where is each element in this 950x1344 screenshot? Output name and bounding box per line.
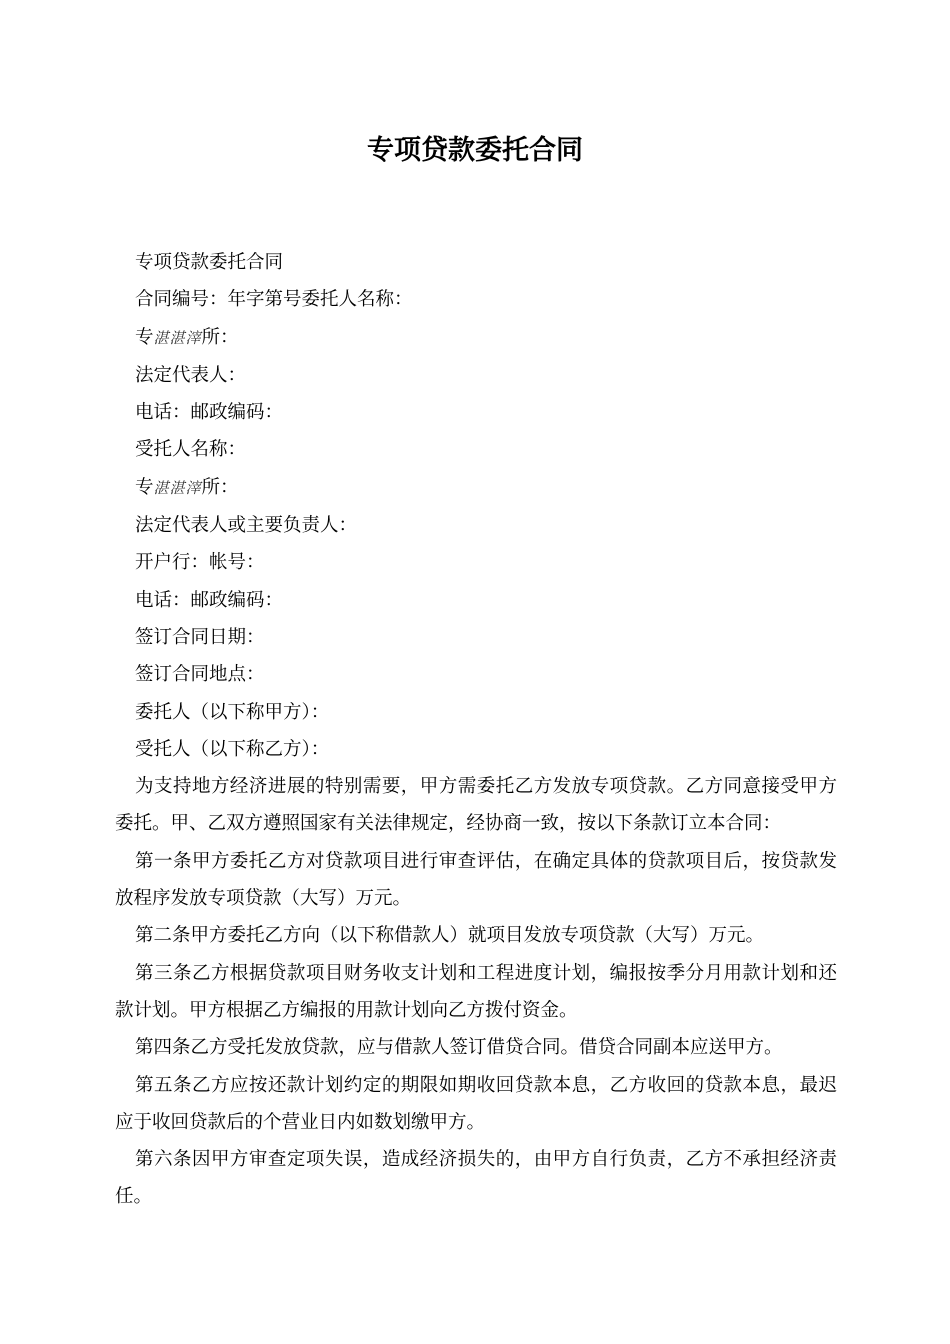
legal-representative-line: 法定代表人： <box>135 364 247 386</box>
garbled-text: 湛湛滓 <box>153 478 202 497</box>
signing-date-line: 签订合同日期： <box>135 626 265 648</box>
article-5-paragraph: 第五条乙方应按还款计划约定的期限如期收回贷款本息，乙方收回的贷款本息，最迟应于收回贷款后的个营业日内如数划缴甲方。 <box>115 1074 837 1133</box>
document-body <box>115 244 837 1216</box>
address-prefix: 专 <box>135 326 154 348</box>
trustee-name-line: 受托人名称： <box>135 439 247 461</box>
address-prefix: 专 <box>135 476 154 498</box>
phone-postcode-line: 电话：邮政编码： <box>135 402 284 424</box>
document-title: 专项贷款委托合同 <box>367 135 583 166</box>
trustee-representative-line: 法定代表人或主要负责人： <box>135 515 358 537</box>
party-a-line: 委托人（以下称甲方）： <box>135 701 330 723</box>
party-b-line: 受托人（以下称乙方）： <box>135 738 330 760</box>
article-6-paragraph: 第六条因甲方审查定项失误，造成经济损失的，由甲方自行负责，乙方不承担经济责任。 <box>115 1149 837 1208</box>
principal-address-line <box>115 319 837 357</box>
article-1-paragraph: 第一条甲方委托乙方对贷款项目进行审查评估，在确定具体的贷款项目后，按贷款发放程序发放专项贷款（大写）万元。 <box>115 850 837 910</box>
address-suffix: 所： <box>201 326 239 348</box>
subtitle-line: 专项贷款委托合同 <box>135 252 284 273</box>
contract-number-line: 合同编号：年字第号委托人名称： <box>135 289 413 311</box>
preamble-paragraph: 为支持地方经济进展的特别需要，甲方需委托乙方发放专项贷款。乙方同意接受甲方委托。甲、乙双方遵照国家有关法律规定，经协商一致，按以下条款订立本合同： <box>115 776 837 835</box>
trustee-address-line <box>115 469 837 507</box>
garbled-text: 湛湛滓 <box>153 328 202 347</box>
trustee-phone-postcode-line: 电话：邮政编码： <box>135 589 284 611</box>
address-suffix: 所： <box>201 476 239 498</box>
signing-place-line: 签订合同地点： <box>135 664 265 686</box>
article-3-paragraph: 第三条乙方根据贷款项目财务收支计划和工程进度计划，编报按季分月用款计划和还款计划。甲方根据乙方编报的用款计划向乙方拨付资金。 <box>115 962 837 1021</box>
article-4-paragraph: 第四条乙方受托发放贷款，应与借款人签订借贷合同。借贷合同副本应送甲方。 <box>135 1037 783 1059</box>
article-2-paragraph: 第二条甲方委托乙方向（以下称借款人）就项目发放专项贷款（大写）万元。 <box>135 925 765 947</box>
bank-account-line: 开户行：帐号： <box>135 552 265 574</box>
